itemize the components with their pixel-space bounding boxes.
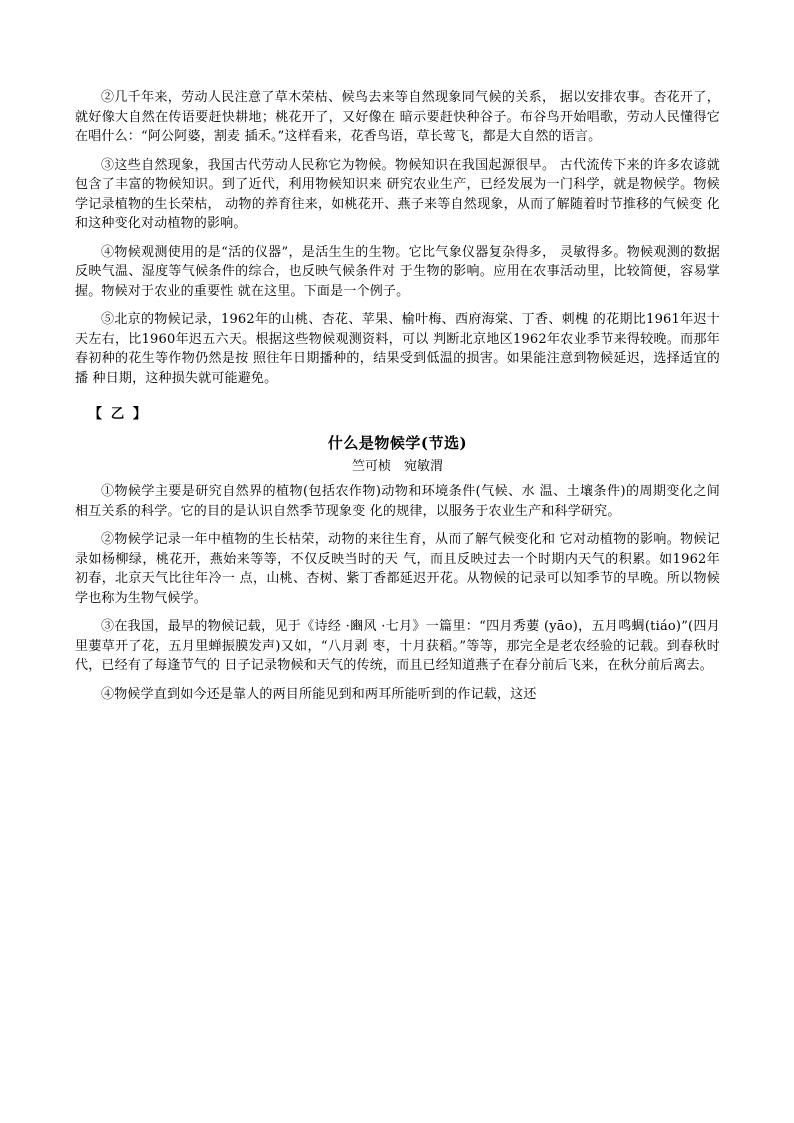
paragraph-yi-1: ①物候学主要是研究自然界的植物(包括农作物)动物和环境条件(气候、水 温、土壤条件)的周期变化之间相互关系的科学。它的目的是认识自然季节现象变 化的规律，以服务于农业生产和科学研究。	[75, 484, 720, 519]
passage-title: 什么是物候学(节选)	[327, 434, 468, 452]
paragraph-jia-5: ⑤北京的物候记录，1962年的山桃、杏花、苹果、榆叶梅、西府海棠、丁香、刺槐 的花期比1961年迟十天左右，比1960年迟五六天。根据这些物候观测资料，可以 判断北京地区1962年农业季节来得较晚。而那年春初种的花生等作物仍然是按 照往年日期播种的，结果受到低温的损害。如果能注意到物候延迟，选择适宜的播 种日期，这种损失就可能避免。	[75, 312, 720, 386]
paragraph-jia-2: ②几千年来，劳动人民注意了草木荣枯、候鸟去来等自然现象同气候的关系， 据以安排农事。杏花开了，就好像大自然在传语要赶快耕地；桃花开了，又好像在 暗示要赶快种谷子。布谷鸟开始唱歌，劳动人民懂得它在唱什么：“阿公阿婆，割麦 插禾。”这样看来，花香鸟语，草长莺飞，都是大自然的语言。	[75, 90, 720, 144]
passage-byline: 竺可桢 宛敏渭	[351, 459, 443, 474]
paragraph-yi-4: ④物候学直到如今还是靠人的两目所能见到和两耳所能听到的作记载，这还	[101, 686, 537, 702]
paragraph-jia-3: ③这些自然现象，我国古代劳动人民称它为物候。物候知识在我国起源很早。 古代流传下来的许多农谚就包含了丰富的物候知识。到了近代，利用物候知识来 研究农业生产，已经发展为一门科学，就是物候学。物候学记录植物的生长荣枯， 动物的养育往来，如桃花开、燕子来等自然现象，从而了解随着时节推移的气候变 化和这种变化对动植物的影响。	[75, 157, 720, 231]
section-marker-yi: 【 乙 】	[88, 406, 149, 422]
passage-yi	[75, 432, 720, 704]
paragraph-jia-4: ④物候观测使用的是“活的仪器”，是活生生的生物。它比气象仪器复杂得多， 灵敏得多。物候观测的数据反映气温、湿度等气候条件的综合，也反映气候条件对 于生物的影响。应用在农事活动里，比较简便，容易掌握。物候对于农业的重要性 就在这里。下面是一个例子。	[75, 244, 720, 299]
paragraph-yi-2: ②物候学记录一年中植物的生长枯荣，动物的来往生育，从而了解气候变化和 它对动植物的影响。物候记录如杨柳绿，桃花开，燕始来等等，不仅反映当时的天 气，而且反映过去一个时期内天气的积累。如1962年初春，北京天气比往年冷一 点，山桃、杏树、紫丁香都延迟开花。从物候的记录可以知季节的早晚。所以物候 学也称为生物气候学。	[75, 532, 720, 606]
paragraph-yi-3: ③在我国，最早的物候记载，见于《诗经 ·豳风 ·七月》一篇里：“四月秀葽 (yāo)，五月鸣蜩(tiáo)”(四月里葽草开了花，五月里蝉振膜发声)又如，“八月剥 枣，十月获稻。”等等，那完全是老农经验的记载。到春秋时代，已经有了每逢节气的 日子记录物候和天气的传统，而且已经知道燕子在春分前后飞来，在秋分前后离去。	[75, 619, 720, 673]
passage-jia	[75, 88, 720, 388]
